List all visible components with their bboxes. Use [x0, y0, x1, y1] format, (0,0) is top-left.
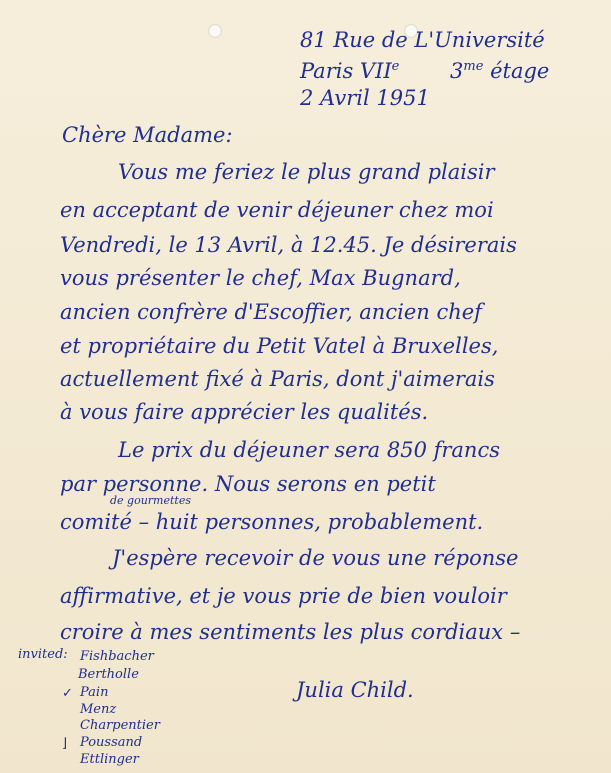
- invited-name: Poussand: [80, 735, 143, 750]
- invited-name: Fishbacher: [80, 649, 154, 664]
- address-floor: [450, 60, 549, 82]
- greeting: Chère Madame:: [62, 123, 233, 147]
- signature: Julia Child.: [296, 678, 414, 702]
- body-line: Le prix du déjeuner sera 850 francs: [118, 438, 500, 462]
- punch-hole: [208, 24, 222, 38]
- checkmark-icon: ✓: [62, 686, 73, 701]
- insertion-note: de gourmettes: [110, 494, 191, 507]
- address-floor-word: étage: [490, 59, 550, 83]
- body-line: croire à mes sentiments les plus cordiaux –: [60, 620, 521, 644]
- address-floor-number: 3: [450, 59, 464, 83]
- letter-date: 2 Avril 1951: [300, 86, 430, 110]
- address-city-name: Paris VII: [300, 59, 392, 83]
- body-line: Vendredi, le 13 Avril, à 12.45. Je désirerais: [60, 233, 517, 257]
- address-city-suffix: e: [391, 59, 400, 74]
- body-line: à vous faire apprécier les qualités.: [60, 400, 429, 424]
- body-line: affirmative, et je vous prie de bien vouloir: [60, 584, 507, 608]
- invited-name: Charpentier: [80, 718, 160, 733]
- body-line: vous présenter le chef, Max Bugnard,: [60, 266, 461, 290]
- body-line: et propriétaire du Petit Vatel à Bruxelles,: [60, 334, 499, 358]
- address-street: 81 Rue de L'Université: [300, 28, 545, 52]
- bracket-mark-icon: ⌋: [62, 736, 68, 751]
- address-city: [300, 60, 399, 82]
- invited-name: Pain: [80, 685, 109, 700]
- address-floor-suffix: me: [463, 59, 484, 74]
- body-line: ancien confrère d'Escoffier, ancien chef: [60, 300, 482, 324]
- body-line: en acceptant de venir déjeuner chez moi: [60, 198, 494, 222]
- invited-label: invited:: [18, 647, 68, 662]
- invited-name: Menz: [80, 702, 117, 717]
- body-line: Vous me feriez le plus grand plaisir: [118, 160, 495, 184]
- invited-name: Bertholle: [78, 667, 139, 682]
- body-line: par personne. Nous serons en petit: [60, 472, 436, 496]
- body-line: J'espère recevoir de vous une réponse: [112, 546, 519, 570]
- invited-name: Ettlinger: [80, 752, 139, 767]
- body-line: comité – huit personnes, probablement.: [60, 510, 484, 534]
- body-line: actuellement fixé à Paris, dont j'aimerais: [60, 367, 495, 391]
